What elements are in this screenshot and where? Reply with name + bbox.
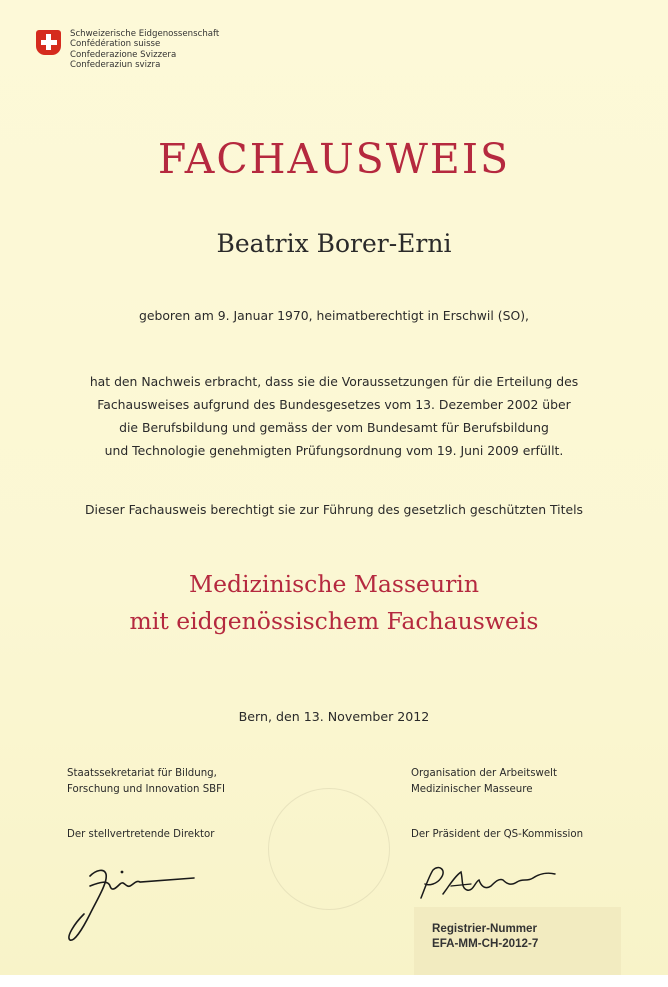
certificate-title: FACHAUSWEIS <box>157 135 511 183</box>
confederation-name-rm: Confederaziun svizra <box>70 60 161 71</box>
swiss-flag-icon <box>36 30 61 55</box>
right-signatory <box>411 766 583 843</box>
left-signature-icon <box>60 858 210 948</box>
right-org-line: Medizinischer Masseure <box>411 783 533 795</box>
proof-line: die Berufsbildung und gemäss der vom Bundesamt für Berufsbildung <box>119 420 549 435</box>
protected-title-line: Medizinische Masseurin <box>189 570 479 598</box>
entitlement-text: Dieser Fachausweis berechtigt sie zur Führung des gesetzlich geschützten Titels <box>84 502 584 517</box>
right-org-line: Organisation der Arbeitswelt <box>411 768 557 779</box>
scan-edge <box>0 975 668 987</box>
embossed-seal <box>268 788 390 910</box>
proof-line: hat den Nachweis erbracht, dass sie die Voraussetzungen für die Erteilung des <box>89 374 579 389</box>
left-signatory-role: Der stellvertretende Direktor <box>67 829 215 840</box>
left-signatory <box>67 766 225 843</box>
proof-line: Fachausweises aufgrund des Bundesgesetzes vom 13. Dezember 2002 über <box>97 397 571 412</box>
birth-line: geboren am 9. Januar 1970, heimatberechtigt in Erschwil (SO), <box>139 308 529 323</box>
confederation-header <box>36 29 219 71</box>
right-signature-icon <box>415 864 565 904</box>
confederation-name-de: Schweizerische Eidgenossenschaft <box>70 29 220 39</box>
protected-title-line: mit eidgenössischem Fachausweis <box>129 607 539 635</box>
registration-number: EFA-MM-CH-2012-7 <box>432 937 539 950</box>
left-org-line: Staatssekretariat für Bildung, <box>67 768 217 779</box>
confederation-name-it: Confederazione Svizzera <box>70 49 177 60</box>
place-date: Bern, den 13. November 2012 <box>238 709 430 724</box>
left-org-line: Forschung und Innovation SBFI <box>67 783 226 795</box>
holder-name: Beatrix Borer-Erni <box>216 229 452 258</box>
proof-paragraph <box>0 370 668 462</box>
right-signatory-role: Der Präsident der QS-Kommission <box>411 829 584 840</box>
proof-line: und Technologie genehmigten Prüfungsordnung vom 19. Juni 2009 erfüllt. <box>104 443 564 458</box>
protected-title <box>0 566 668 640</box>
confederation-name-fr: Confédération suisse <box>70 39 161 50</box>
registration-label: Registrier-Nummer <box>432 922 538 935</box>
confederation-names <box>70 29 219 71</box>
